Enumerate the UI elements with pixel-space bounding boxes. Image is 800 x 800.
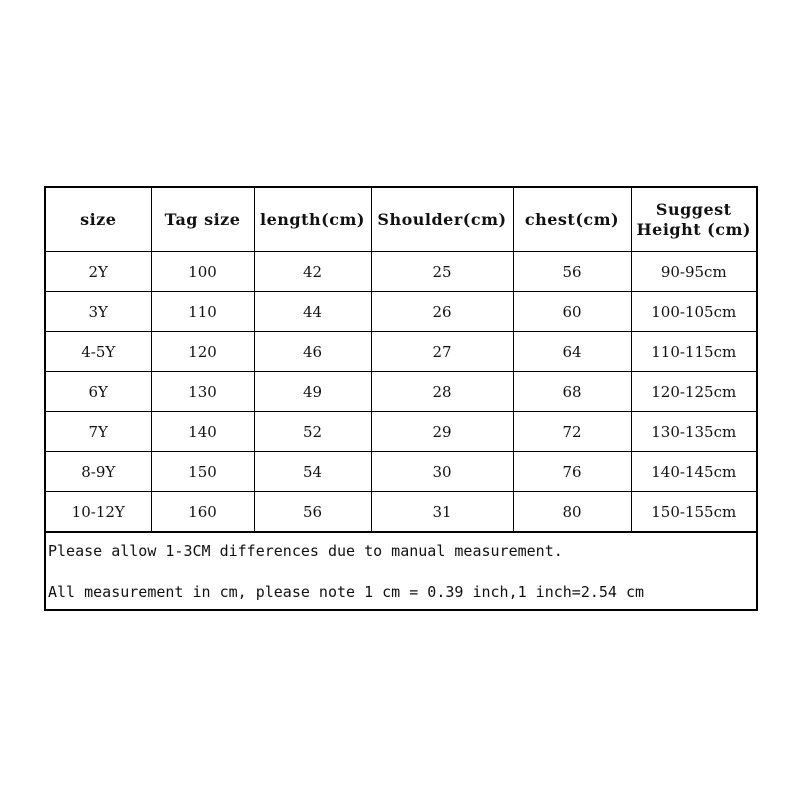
cell-chest: 76 [513, 452, 631, 492]
cell-shoulder: 31 [371, 492, 513, 532]
cell-length: 52 [254, 412, 371, 452]
cell-length: 49 [254, 372, 371, 412]
cell-shoulder: 27 [371, 332, 513, 372]
cell-shoulder: 30 [371, 452, 513, 492]
cell-tag-size: 150 [151, 452, 254, 492]
size-table [46, 188, 756, 532]
note-unit-conversion: All measurement in cm, please note 1 cm = 0.39 inch,1 inch=2.54 cm [48, 583, 645, 601]
header-suggest-height: Suggest Height (cm) [631, 188, 756, 252]
cell-length: 56 [254, 492, 371, 532]
header-chest: chest(cm) [513, 188, 631, 252]
cell-chest: 72 [513, 412, 631, 452]
cell-size: 6Y [46, 372, 151, 412]
cell-suggest-height: 90-95cm [631, 252, 756, 292]
table-row [46, 372, 756, 412]
cell-length: 42 [254, 252, 371, 292]
cell-suggest-height: 120-125cm [631, 372, 756, 412]
cell-size: 4-5Y [46, 332, 151, 372]
cell-chest: 68 [513, 372, 631, 412]
notes-section [46, 532, 756, 609]
cell-size: 3Y [46, 292, 151, 332]
cell-length: 54 [254, 452, 371, 492]
cell-tag-size: 110 [151, 292, 254, 332]
cell-suggest-height: 110-115cm [631, 332, 756, 372]
cell-chest: 64 [513, 332, 631, 372]
cell-suggest-height: 140-145cm [631, 452, 756, 492]
cell-chest: 80 [513, 492, 631, 532]
cell-shoulder: 26 [371, 292, 513, 332]
cell-suggest-height: 130-135cm [631, 412, 756, 452]
size-chart [44, 186, 758, 611]
cell-shoulder: 25 [371, 252, 513, 292]
header-shoulder: Shoulder(cm) [371, 188, 513, 252]
cell-tag-size: 120 [151, 332, 254, 372]
table-row [46, 412, 756, 452]
cell-chest: 60 [513, 292, 631, 332]
cell-suggest-height: 100-105cm [631, 292, 756, 332]
table-row [46, 292, 756, 332]
cell-size: 8-9Y [46, 452, 151, 492]
cell-tag-size: 140 [151, 412, 254, 452]
cell-size: 7Y [46, 412, 151, 452]
table-row [46, 492, 756, 532]
header-row [46, 188, 756, 252]
cell-tag-size: 100 [151, 252, 254, 292]
header-size: size [46, 188, 151, 252]
table-row [46, 452, 756, 492]
cell-tag-size: 160 [151, 492, 254, 532]
cell-size: 2Y [46, 252, 151, 292]
table-row [46, 332, 756, 372]
cell-tag-size: 130 [151, 372, 254, 412]
header-tag-size: Tag size [151, 188, 254, 252]
cell-length: 44 [254, 292, 371, 332]
cell-size: 10-12Y [46, 492, 151, 532]
cell-shoulder: 29 [371, 412, 513, 452]
cell-chest: 56 [513, 252, 631, 292]
cell-length: 46 [254, 332, 371, 372]
note-measurement-tolerance: Please allow 1-3CM differences due to manual measurement. [48, 542, 563, 560]
cell-shoulder: 28 [371, 372, 513, 412]
table-row [46, 252, 756, 292]
cell-suggest-height: 150-155cm [631, 492, 756, 532]
header-length: length(cm) [254, 188, 371, 252]
